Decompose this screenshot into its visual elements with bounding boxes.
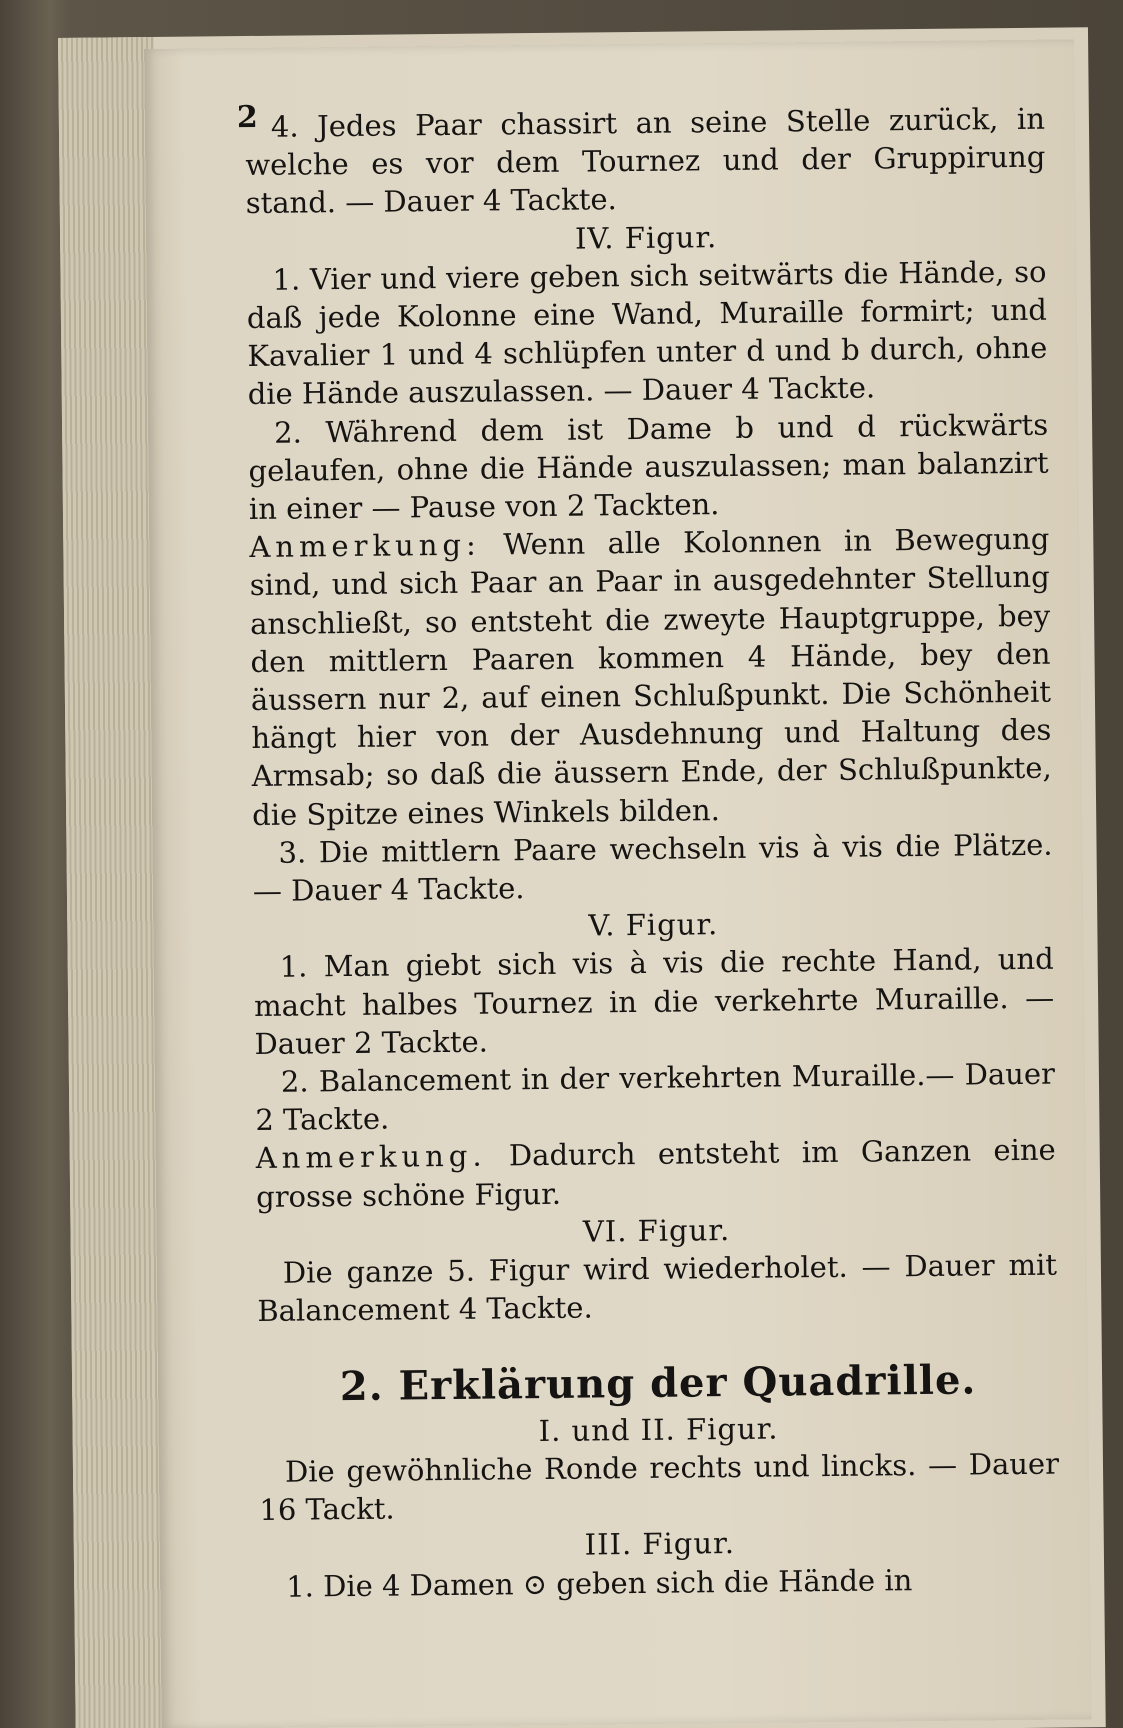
remark [256, 1131, 1057, 1216]
paragraph: 1. Vier und viere geben sich seitwärts die Hände, so daß jede Kolonne eine Wand, Muraille formirt; und Kavalier 1 und 4 schlüpfen unter d und b durch, ohne die Hände auszulassen. — Dauer 4 Tackte. [246, 254, 1048, 412]
figure-heading: IV. Figur. [574, 219, 718, 256]
page [144, 39, 1092, 1728]
paragraph: Die gewöhnliche Ronde rechts und lincks. — Dauer 16 Tackt. [259, 1446, 1060, 1528]
paragraph: 2. Während dem ist Dame b und d rückwärts gelaufen, ohne die Hände auszulassen; man balanzirt in einer — Pause von 2 Tackten. [248, 407, 1049, 527]
remark-text: Wenn alle Kolonnen in Bewegung sind, und sich Paar an Paar in ausgedehnter Stellung anschließt, so entsteht die zweyte Hauptgruppe, bey den mittlern Paaren kommen 4 Hände, bey den äussern nur 2, auf einen Schlußpunkt. Die Schönheit hängt hier von der Ausdehnung und Haltung des Armsab; so daß die äussern Ende, der Schlußpunkte, die Spitze eines Winkels bilden. [249, 521, 1052, 832]
page-number: 2 [236, 99, 258, 136]
paragraph: Die ganze 5. Figur wird wiederholet. — Dauer mit Balancement 4 Tackte. [257, 1247, 1058, 1329]
text-body [245, 100, 1061, 1606]
remark-label: Anmerkung. [255, 1139, 487, 1176]
paragraph: 4. Jedes Paar chassirt an seine Stelle zurück, in welche es vor dem Tournez und der Gruppirung stand. — Dauer 4 Tackte. [245, 101, 1046, 221]
paragraph: 2. Balancement in der verkehrten Muraille.— Dauer 2 Tackte. [255, 1056, 1056, 1138]
book-block [58, 27, 1106, 1728]
figure-heading: VI. Figur. [582, 1212, 731, 1249]
paragraph: 1. Die 4 Damen ⊙ geben sich die Hände in [286, 1562, 913, 1604]
paragraph: 1. Man giebt sich vis à vis die rechte Hand, und macht halbes Tournez in die verkehrte Muraille. — Dauer 2 Tackte. [253, 942, 1055, 1061]
section-title: 2. Erklärung der Quadrille. [339, 1355, 977, 1410]
figure-heading: III. Figur. [584, 1526, 736, 1562]
paragraph: 3. Die mittlern Paare wechseln vis à vis die Plätze. — Dauer 4 Tackte. [252, 827, 1053, 909]
remark-label: Anmerkung: [249, 527, 481, 565]
remark-text: Dadurch entsteht im Ganzen eine grosse schöne Figur. [255, 1133, 1056, 1214]
figure-heading: V. Figur. [588, 907, 719, 943]
remark [249, 520, 1052, 834]
figure-heading: I. und II. Figur. [538, 1411, 779, 1448]
